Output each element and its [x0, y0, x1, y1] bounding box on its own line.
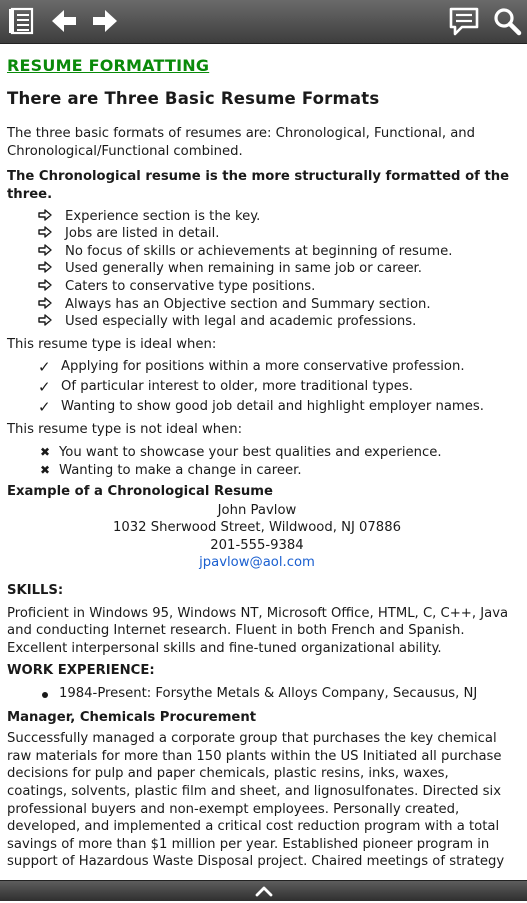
arrow-bullet-icon: [38, 244, 52, 262]
list-item: No focus of skills or achievements at beginning of resume.: [7, 243, 512, 261]
table-of-contents-icon[interactable]: [4, 4, 38, 38]
section-title[interactable]: RESUME FORMATTING: [7, 56, 210, 75]
contact-name: John Pavlow: [217, 502, 297, 518]
contact-address: 1032 Sherwood Street, Wildwood, NJ 07886: [113, 520, 401, 536]
arrow-bullet-icon: [38, 261, 52, 279]
chevron-up-icon[interactable]: [252, 883, 276, 899]
cross-icon: ✖: [40, 462, 51, 477]
skills-paragraph: Proficient in Windows 95, Windows NT, Microsoft Office, HTML, C, C++, Java and conducting Internet research. Fluent in both French and Spanish. Excellent interpersonal skills and fine-tuned organizational ability.: [7, 605, 509, 656]
ideal-label: This resume type is ideal when:: [7, 336, 217, 352]
job-title: Manager, Chemicals Procurement: [7, 709, 257, 725]
document-content: [7, 55, 512, 871]
job-description: Successfully managed a corporate group that purchases the key chemical raw materials for more than 150 plants within the US Initiated all purchase decisions for pulp and paper chemicals, plastic resins, inks, waxes, coatings, solvents, plastic film and sheet, and lignosulfonates. Directed six professional buyers and non-exempt employees. Personally created, developed, and implemented a critical cost reduction program with a total savings of more than $1 million per year. Established pioneer program in support of Hazardous Waste Disposal project. Chaired meetings of strategy: [7, 731, 505, 870]
list-item: ✓ Applying for positions within a more conservative profession.: [38, 358, 465, 377]
list-item: ✖ You want to showcase your best qualities and experience.: [40, 444, 442, 460]
checkmark-icon: ✓: [38, 378, 51, 397]
list-item: ✖ Wanting to make a change in career.: [40, 462, 302, 478]
page-heading: There are Three Basic Resume Formats: [7, 88, 380, 108]
list-item: Experience section is the key.: [7, 208, 512, 226]
bullet-dot-icon: [42, 692, 48, 698]
example-heading: Example of a Chronological Resume: [7, 484, 273, 500]
search-icon[interactable]: [490, 4, 524, 38]
contact-email-link[interactable]: jpavlow@aol.com: [199, 555, 315, 571]
bottom-bar: [0, 880, 527, 901]
skills-heading: SKILLS:: [7, 583, 64, 599]
arrow-bullet-icon: [38, 314, 52, 332]
checkmark-icon: ✓: [38, 398, 51, 417]
list-item: ✓ Of particular interest to older, more traditional types.: [38, 378, 413, 397]
back-arrow-icon[interactable]: [48, 4, 80, 38]
forward-arrow-icon[interactable]: [89, 4, 121, 38]
not-ideal-points-list: [7, 444, 512, 479]
list-item: Jobs are listed in detail.: [7, 225, 512, 243]
not-ideal-label: This resume type is not ideal when:: [7, 422, 243, 438]
work-list: [7, 685, 512, 703]
list-item: Used especially with legal and academic professions.: [7, 313, 512, 331]
checkmark-icon: ✓: [38, 358, 51, 377]
arrow-bullet-icon: [38, 209, 52, 227]
top-toolbar: [0, 0, 527, 44]
contact-phone: 201-555-9384: [210, 537, 304, 553]
list-item: ✓ Wanting to show good job detail and highlight employer names.: [38, 398, 484, 417]
comment-icon[interactable]: [446, 4, 482, 38]
intro-paragraph: The three basic formats of resumes are: Chronological, Functional, and Chronological/Functional combined.: [7, 126, 476, 159]
arrow-bullet-icon: [38, 297, 52, 315]
chronological-heading: The Chronological resume is the more structurally formatted of the three.: [7, 169, 510, 202]
work-experience-heading: WORK EXPERIENCE:: [7, 663, 155, 679]
arrow-bullet-icon: [38, 279, 52, 297]
list-item: Caters to conservative type positions.: [7, 278, 512, 296]
list-item: Always has an Objective section and Summary section.: [7, 296, 512, 314]
arrow-bullet-icon: [38, 226, 52, 244]
cross-icon: ✖: [40, 444, 51, 459]
contact-block: [7, 502, 512, 572]
list-item: Used generally when remaining in same job or career.: [7, 260, 512, 278]
ideal-points-list: [7, 357, 512, 417]
chronological-points-list: [7, 208, 512, 331]
list-item: 1984-Present: Forsythe Metals & Alloys Company, Secausus, NJ: [7, 685, 512, 703]
